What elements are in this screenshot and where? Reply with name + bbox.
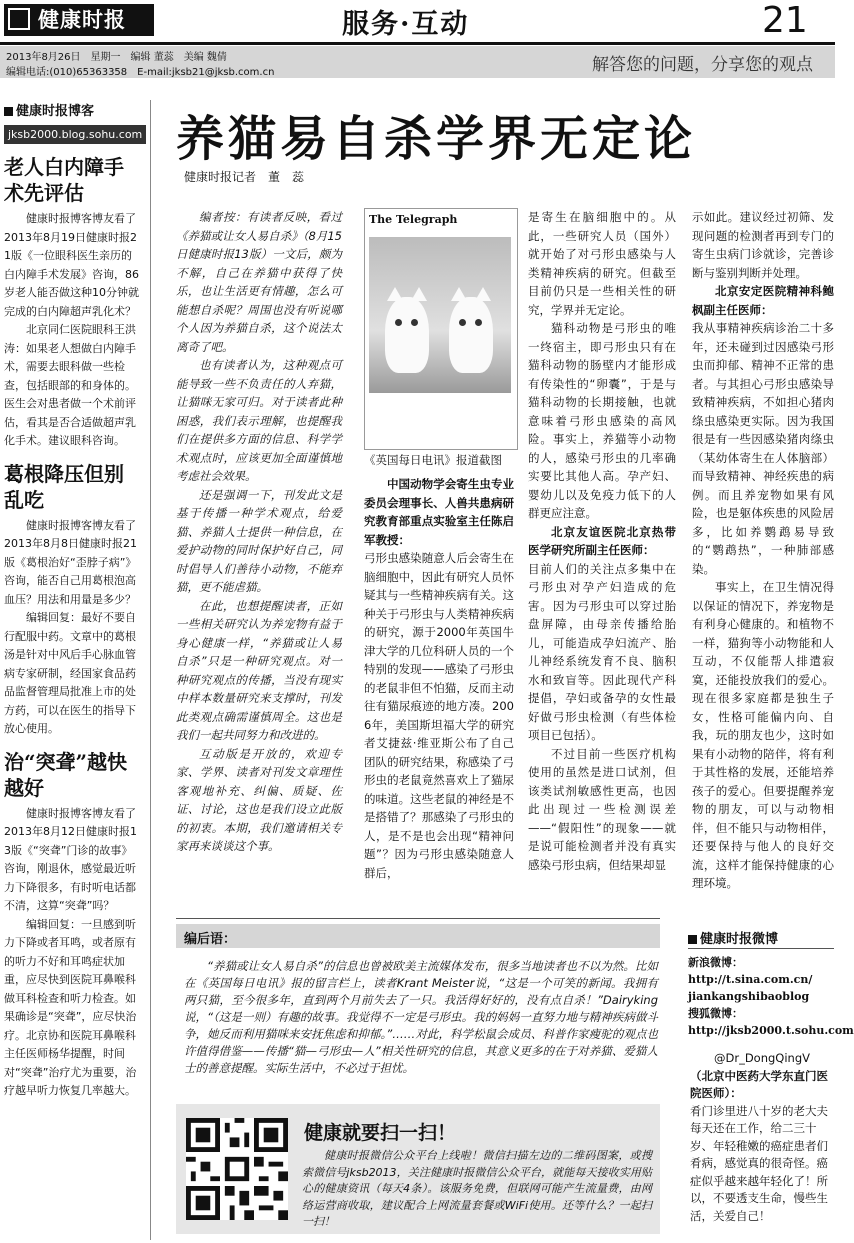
paragraph: 编者按：有读者反映，看过《养猫或让女人易自杀》（8月15日健康时报13版）一文后，颇为不解，自己在养猫中获得了快乐，也让生活更有情趣，怎么可能想自杀呢？周围也没有听说哪个人因为养猫自杀，这个说法太离奇了吧。 bbox=[176, 210, 342, 354]
qr-code-icon bbox=[186, 1118, 288, 1220]
blog-heading bbox=[4, 100, 140, 119]
logo-text: 健康时报 bbox=[38, 8, 126, 32]
weibo-line: 新浪微博： bbox=[688, 956, 743, 969]
blog-item-question: 健康时报博客博友看了2013年8月12日健康时报13版《“突聋”门诊的故事》咨询，刚退休，感觉最近听力下降很多，有时听电话都不清，这算“突聋”吗？ bbox=[4, 806, 137, 912]
news-screenshot-image bbox=[364, 208, 518, 450]
weibo-post bbox=[690, 1050, 834, 1225]
page-number: 21 bbox=[762, 0, 808, 41]
blog-item-question: 健康时报博客博友看了2013年8月19日健康时报21版《一位眼科医生亲历的白内障手术发展》咨询，86岁老人能否做这种10分钟就完成的白内障超声乳化术？ bbox=[4, 212, 139, 318]
cat-icon bbox=[385, 297, 429, 373]
editor-contact: 编辑电话:(010)65363358 E-mail:jksb21@jksb.com.cn bbox=[6, 67, 275, 78]
blog-heading-text: 健康时报博客 bbox=[16, 104, 95, 119]
weibo-line: 搜狐微博： bbox=[688, 1007, 743, 1020]
blog-item-question: 健康时报博客博友看了2013年8月8日健康时报21版《葛根治好“歪脖子病”》咨询，能否自己用葛根泡高血压？用法和用量是多少？ bbox=[4, 518, 137, 606]
weibo-link: http://t.sina.com.cn/ bbox=[688, 973, 813, 986]
photo-caption: 《英国每日电讯》报道截图 bbox=[364, 453, 502, 467]
blog-item-answer: 编辑回复：一旦感到听力下降或者耳鸣，或者原有的听力不好和耳鸣症状加重，应尽快到医院耳鼻喉科做耳科检查和听力检查。如果确诊是“突聋”，应尽快治疗。北京协和医院耳鼻喉科主任医师杨华提醒，时间对“突聋”治疗尤为重要，治疗越早听力恢复几率越大。 bbox=[4, 917, 137, 1097]
paragraph: 是寄生在脑细胞中的。从此，一些研究人员（国外）就开始了对弓形虫感染与人类精神疾病的研究。但截至目前仍只是一些相关性的研究，学界并无定论。 bbox=[528, 210, 676, 317]
square-bullet-icon bbox=[688, 935, 697, 944]
paragraph: 互动版是开放的，欢迎专家、学界、读者对刊发文章理性客观地补充、纠偏、质疑、佐证、讨论，这也是我们设立此版的初衷。本期，我们邀请相关专家再来谈谈这个事。 bbox=[176, 746, 342, 853]
blog-item-answer: 北京同仁医院眼科王洪涛：如果老人想做白内障手术，需要去眼科做一些检查，包括眼部的和身体的。医生会对患者做一个术前评估，看其是否合适做超声乳化手术。建议眼科咨询。 bbox=[4, 323, 136, 447]
weibo-heading bbox=[688, 928, 778, 947]
speaker-title: 北京友谊医院北京热带医学研究所副主任医师： bbox=[528, 524, 676, 557]
afterword-bar bbox=[176, 924, 660, 948]
weibo-heading-text: 健康时报微博 bbox=[700, 932, 779, 947]
issue-date: 2013年8月26日 星期一 编辑 董蕊 美编 魏倩 bbox=[6, 52, 227, 63]
column-divider bbox=[150, 100, 151, 1240]
paragraph: 健康时报微信公众平台上线啦！微信扫描左边的二维码图案，或搜索微信号jksb2013，关注健康时报微信公众平台，就能每天接收实用贴心的健康资讯（每天4条）。该服务免费，但联网可能产生流量费，由网络运营商收取，建议配合上网流量套餐或WiFi使用。还等什么？一起扫一扫！ bbox=[302, 1149, 652, 1228]
speaker-title: 北京安定医院精神科鲍枫副主任医师： bbox=[692, 284, 834, 317]
article-column-2 bbox=[364, 475, 514, 882]
cat-icon bbox=[449, 297, 493, 373]
paragraph: 我从事精神疾病诊治二十多年，还未碰到过因感染弓形虫而抑郁、精神不正常的患者。与其担心弓形虫感染导致精神疾病，不如担心猪肉绦虫感染更实际。因为我国很是有一些因感染猪肉绦虫（某幼体寄生在人体脑部）而导致精神、神经疾患的病例。而且养宠物如果有风险，也是躯体疾患的风险居多，比如养鹦鹉易导致的“鹦鹉热”，一种肺部感染。 bbox=[692, 321, 834, 576]
cats-photo bbox=[369, 237, 511, 393]
weibo-links bbox=[684, 954, 854, 1037]
blog-column bbox=[0, 100, 143, 1101]
weibo-link: http://jksb2000.t.sohu.com bbox=[688, 1024, 854, 1037]
paragraph: 事实上，在卫生情况得以保证的情况下，养宠物是有利身心健康的。和植物不一样，猫狗等小动物能和人互动，不仅能帮人排遣寂寞，还能投放我们的爱心。现在很多家庭都是独生子女，性格可能偏内向、自我，玩的朋友也少，这时如果有小动物的陪伴，将有利于其性格的发展，还能培养孩子的爱心。但要提醒养宠物的朋友，可以与动物相伴，但不能只与动物相伴，还要保持与他人的良好交流，这样才能保持健康的心理环境。 bbox=[692, 580, 834, 890]
afterword-text bbox=[184, 958, 658, 1077]
blog-item-answer: 编辑回复：最好不要自行配服中药。文章中的葛根汤是针对中风后手心脉血管病专家研制，经国家食品药品监督管理局批准上市的处方药，可以在医生的指导下放心使用。 bbox=[4, 611, 136, 735]
blog-item-title: 治“突聋”越快越好 bbox=[4, 749, 128, 800]
post-text: 肴门诊里进八十岁的老大夫每天还在工作，给二三十岁、年轻稚嫩的癌症患者们肴病，感觉真的很奇怪。癌症似乎越来越年轻化了！所以，不要透支生命，慢些生活，关爱自己！ bbox=[690, 1103, 828, 1223]
article-headline: 养猫易自杀学界无定论 bbox=[176, 111, 697, 167]
paragraph: 目前人们的关注点多集中在弓形虫对孕产妇造成的危害。因为弓形虫可以穿过胎盘屏障，由母亲传播给胎儿，可能造成孕妇流产、胎儿神经系统发育不良、脑积水和致盲等。因此现代产科提倡，孕妇或备孕的女性最好做弓形虫检测（有些体检项目已包括）。 bbox=[528, 561, 676, 742]
weibo-rule bbox=[688, 948, 834, 949]
paragraph: 弓形虫感染随意人后会寄生在脑细胞中，因此有研究人员怀疑其与一些精神疾病有关。这种关于弓形虫与人类精神疾病的研究，源于2000年英国牛津大学的几位科研人员的一个特别的发现——感染了弓形虫的老鼠非但不怕猫，反而主动往有猫尿痕迹的地方凑。2006年，美国斯坦福大学的研究者艾捷兹·维亚斯公布了自己团队的研究结果，称感染了弓形虫的老鼠竟然喜欢上了猫尿的味道。这些老鼠的神经是不是搭错了？那感染了弓形虫的人，是不是也会出现“精神问题”？因为弓形虫感染随意人群后， bbox=[364, 551, 514, 880]
post-handle: @Dr_DongQingV bbox=[713, 1051, 810, 1065]
afterword-label: 编后语： bbox=[184, 932, 237, 947]
blog-item-title: 老人白内障手术先评估 bbox=[4, 155, 124, 205]
telegraph-masthead: The Telegraph bbox=[369, 213, 458, 226]
paragraph: 在此，也想提醒读者，正如一些相关研究认为养宠物有益于身心健康一样，“养猫或让人易自杀”只是一种研究观点。对一种研究观点的传播，当没有现实中样本数量研究来支撑时，刊发此类观点确需谨慎周全。这也是我们一起共同努力和改进的。 bbox=[176, 598, 342, 742]
article-column-3 bbox=[528, 208, 676, 874]
article-byline: 健康时报记者 董 蕊 bbox=[184, 170, 305, 184]
paragraph: 不过目前一些医疗机构使用的虽然是进口试剂，但该类试剂敏感性更高，也因此出现过一些检测误差——“假阳性”的现象——就是说可能检测者并没有真实感染弓形虫病，但结果却显 bbox=[528, 746, 676, 872]
speaker-title: 中国动物学会寄生虫专业委员会理事长、人兽共患病研究教育部重点实验室主任陈启军教授： bbox=[364, 477, 514, 547]
editor-note-column bbox=[176, 208, 342, 856]
paragraph: 还是强调一下，刊发此文是基于传播一种学术观点，给爱猫、养猫人士提供一种信息，在爱护动物的同时保护好自己，同时倡导人们善待小动物，不能弃猫，更不能虐猫。 bbox=[176, 487, 342, 594]
slogan: 解答您的问题，分享您的观点 bbox=[592, 55, 813, 75]
blog-url: jksb2000.blog.sohu.com bbox=[4, 125, 146, 144]
paragraph: 示如此。建议经过初筛、发现问题的检测者再到专门的寄生虫病门诊就诊，完善诊断与鉴别判断并处理。 bbox=[692, 210, 834, 280]
logo-mark-icon bbox=[8, 8, 30, 30]
paragraph: 也有读者认为，这种观点可能导致一些不负责任的人弃猫，让猫咪无家可归。对于读者此种困惑，我们表示理解，也提醒我们在提供多方面的信息、科学学术观点时，应该更加全面谨慎地考虑社会效果。 bbox=[176, 358, 342, 483]
blog-item-title: 葛根降压但别乱吃 bbox=[4, 461, 124, 512]
paragraph: “养猫或让女人易自杀”的信息也曾被欧美主流媒体发布，很多当地读者也不以为然。比如在《英国每日电讯》报的留言栏上，读者Krant Meister说，“这是一个可笑的新闻。我拥有两只猫，至今很多年，直到两个月前失去了一只。我活得好好的，没有点自杀！”Dairyking说，“（这是一则）有趣的故事。我觉得不一定是弓形虫。我的妈妈一直努力地与精神疾病做斗争，她反而利用猫咪来安抚焦虑和抑郁。”……对此，科学松鼠会成员、科普作家瘦驼的观点也许值得借鉴——传播“猫—弓形虫—人”相关性研究的信息，其意义更多的在于对养猫、爱猫人士的善意提醒。实际生活中，不必过于担忧。 bbox=[184, 959, 658, 1075]
promo-title: 健康就要扫一扫！ bbox=[304, 1122, 457, 1144]
section-title: 服务·互动 bbox=[342, 9, 470, 40]
weibo-link: jiankangshibaoblog bbox=[688, 990, 810, 1003]
promo-text bbox=[302, 1148, 652, 1231]
header-rule bbox=[0, 42, 835, 45]
section-rule bbox=[176, 918, 660, 919]
article-column-4 bbox=[692, 208, 834, 893]
square-bullet-icon bbox=[4, 107, 13, 116]
post-org: （北京中医药大学东直门医院医师）： bbox=[690, 1068, 828, 1100]
paragraph: 猫科动物是弓形虫的唯一终宿主，即弓形虫只有在猫科动物的肠壁内才能形成有传染性的“卵囊”，于是与猫科动物的长期接触，也就意味着弓形虫感染的高风险。事实上，养猫等小动物的人，感染弓形虫的几率确实要比其他人高。孕产妇、婴幼儿以及免疫力低下的人群更应注意。 bbox=[528, 321, 676, 520]
